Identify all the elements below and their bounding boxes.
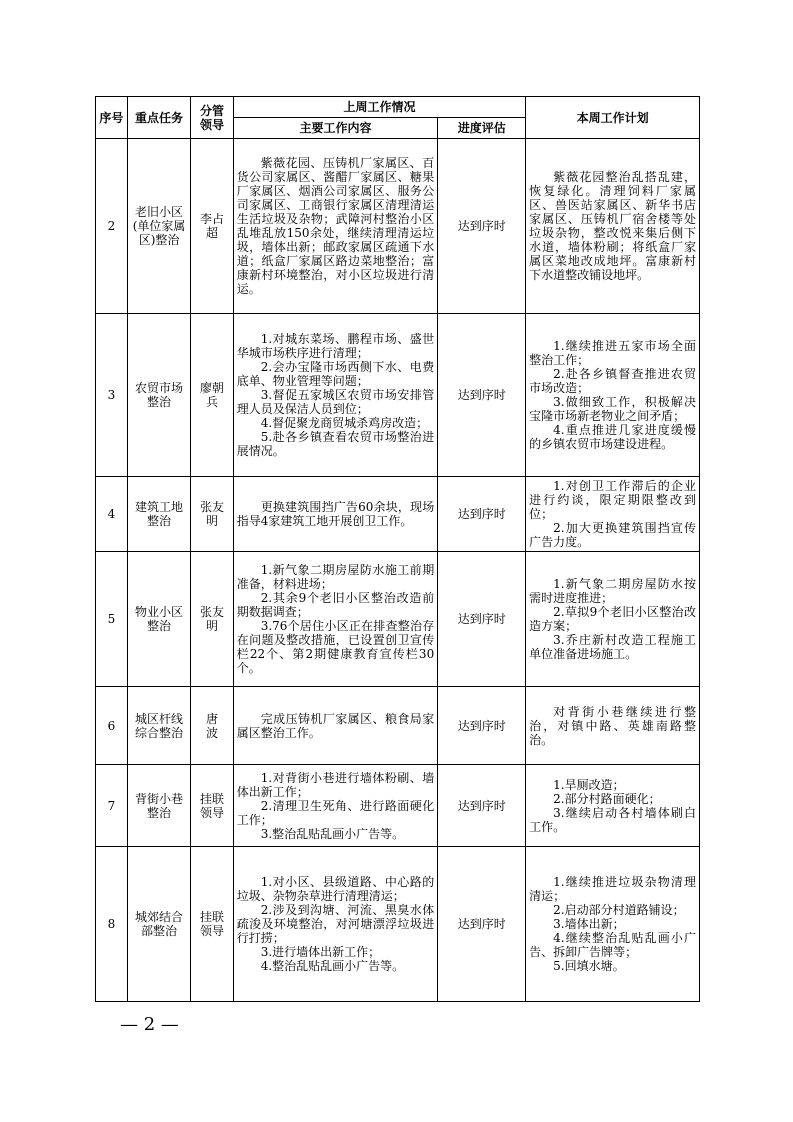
cell-plan: [526, 687, 700, 765]
cell-seq: 7: [96, 765, 128, 847]
content-line: 3.进行墙体出新工作；: [260, 945, 381, 959]
plan-line: 3.继续启动各村墙体刷白工作。: [529, 805, 696, 834]
content-line: 3.整治乱贴乱画小广告等。: [260, 826, 405, 841]
cell-seq: 6: [96, 687, 128, 765]
cell-task: 建筑工地整治: [127, 477, 191, 552]
cell-leader: 廖朝兵: [191, 314, 233, 477]
cell-task: 背街小巷整治: [127, 765, 191, 847]
cell-main-content: [233, 552, 438, 687]
table-row: [96, 552, 700, 687]
table-row: [96, 139, 700, 314]
content-line: 完成压铸机厂家属区、粮食局家属区整治工作。: [236, 711, 435, 740]
header-seq: 序号: [96, 97, 128, 139]
cell-plan: [526, 477, 700, 552]
cell-leader: 挂联领导: [191, 765, 233, 847]
cell-plan: [526, 847, 700, 1002]
table-row: [96, 314, 700, 477]
plan-line: 1.新气象二期房屋防水按需时进度推进；: [529, 577, 696, 605]
cell-plan: [526, 314, 700, 477]
cell-leader: 唐 波: [191, 687, 233, 765]
content-line: 2.会办宝隆市场西侧下水、电费底单、物业管理等问题；: [236, 360, 435, 388]
plan-line: 2.草拟9个老旧小区整治改造方案；: [529, 605, 696, 633]
header-leader: 分管领导: [191, 97, 233, 139]
cell-seq: 5: [96, 552, 128, 687]
table-row: [96, 477, 700, 552]
cell-progress: 达到序时: [438, 847, 526, 1002]
header-task: 重点任务: [127, 97, 191, 139]
plan-line: 1.继续推进垃圾杂物清理清运；: [529, 875, 696, 903]
cell-plan: [526, 552, 700, 687]
content-line: 2.清理卫生死角、进行路面硬化工作；: [236, 798, 435, 827]
header-last-week: 上周工作情况: [233, 97, 525, 118]
content-line: 2.涉及到沟塘、河流、黑臭水体疏浚及环境整治，对河塘漂浮垃圾进行打捞；: [236, 903, 435, 945]
plan-line: 1.对创卫工作滞后的企业进行约谈，限定期限整改到位；: [529, 479, 696, 521]
cell-seq: 3: [96, 314, 128, 477]
cell-plan: [526, 765, 700, 847]
cell-seq: 4: [96, 477, 128, 552]
plan-line: 2.加大更换建筑围挡宣传广告力度。: [529, 521, 696, 549]
cell-progress: 达到序时: [438, 552, 526, 687]
cell-progress: 达到序时: [438, 687, 526, 765]
content-line: 更换建筑围挡广告60余块，现场指导4家建筑工地开展创卫工作。: [236, 500, 435, 528]
cell-leader: 李占超: [191, 139, 233, 314]
cell-progress: 达到序时: [438, 477, 526, 552]
plan-line: 2.部分村路面硬化；: [553, 791, 661, 806]
plan-line: 3.乔庄新村改造工程施工单位准备进场施工。: [529, 633, 696, 661]
cell-seq: 8: [96, 847, 128, 1002]
content-line: 4.整治乱贴乱画小广告等。: [260, 959, 405, 973]
cell-main-content: [233, 847, 438, 1002]
content-line: 1.对背街小巷进行墙体粉刷、墙体出新工作；: [236, 770, 435, 799]
content-line: 4.督促聚龙商贸城杀鸡房改造；: [260, 416, 429, 430]
header-row-top: [96, 97, 700, 118]
header-progress: 进度评估: [438, 118, 526, 139]
cell-main-content: [233, 765, 438, 847]
page-number: — 2 —: [120, 1014, 179, 1035]
table-row: [96, 847, 700, 1002]
content-line: 1.对城东菜场、鹏程市场、盛世华城市场秩序进行清理；: [236, 332, 435, 360]
content-line: 3.督促五家城区农贸市场安排管理人员及保洁人员到位；: [236, 388, 435, 416]
cell-progress: 达到序时: [438, 314, 526, 477]
content-line: 5.赴各乡镇查看农贸市场整治进展情况。: [236, 430, 435, 458]
cell-task: 物业小区整治: [127, 552, 191, 687]
cell-plan: [526, 139, 700, 314]
table-row: [96, 687, 700, 765]
cell-task: 老旧小区(单位家属区)整治: [127, 139, 191, 314]
plan-line: 3.做细致工作，积极解决宝隆市场新老物业之间矛盾；: [529, 395, 696, 423]
plan-line: 1.继续推进五家市场全面整治工作；: [529, 339, 696, 367]
cell-seq: 2: [96, 139, 128, 314]
content-line: 紫薇花园、压铸机厂家属区、百货公司家属区、酱醋厂家属区、糖果厂家属区、烟酒公司家属区、服务公司家属区、工商银行家属区清理清运生活垃圾及杂物；武障河村整治小区乱堆乱放150余处，继续清理清运垃圾，墙体出新；邮政家属区疏通下水道；纸盒厂家属区路边菜地整治；富康新村环境整治，对小区垃圾进行清运。: [236, 156, 435, 296]
plan-line: 对背街小巷继续进行整治，对镇中路、英雄南路整治。: [529, 704, 696, 747]
content-line: 3.76个居住小区正在排查整治存在问题及整改措施，已设置创卫宣传栏22个、第2期健康教育宣传栏30个。: [236, 619, 435, 675]
cell-main-content: [233, 314, 438, 477]
cell-leader: 张友明: [191, 477, 233, 552]
plan-line: 1.旱厕改造；: [553, 777, 625, 792]
header-this-week: 本周工作计划: [526, 97, 700, 139]
cell-main-content: [233, 477, 438, 552]
cell-task: 农贸市场整治: [127, 314, 191, 477]
cell-leader: 张友明: [191, 552, 233, 687]
cell-main-content: [233, 139, 438, 314]
plan-line: 紫薇花园整治乱搭乱建，恢复绿化。清理饲料厂家属区、兽医站家属区、新华书店家属区、压铸机厂宿舍楼等处垃圾杂物，整改悦来集后侧下水道，墙体粉刷；将纸盒厂家属区菜地改成地坪。富康新村下水道整改铺设地坪。: [529, 170, 696, 282]
plan-line: 4.继续整治乱贴乱画小广告、拆卸广告牌等；: [529, 931, 696, 959]
table-row: [96, 765, 700, 847]
cell-progress: 达到序时: [438, 765, 526, 847]
cell-main-content: [233, 687, 438, 765]
plan-line: 2.赴各乡镇督查推进农贸市场改造；: [529, 367, 696, 395]
content-line: 1.对小区、县级道路、中心路的垃圾、杂物杂草进行清理清运；: [236, 875, 435, 903]
plan-line: 3.墙体出新；: [553, 917, 625, 931]
cell-progress: 达到序时: [438, 139, 526, 314]
content-line: 2.其余9个老旧小区整治改造前期数据调查；: [236, 591, 435, 619]
work-report-table: [95, 96, 700, 1002]
content-line: 1.新气象二期房屋防水施工前期准备，材料进场；: [236, 563, 435, 591]
cell-task: 城区杆线综合整治: [127, 687, 191, 765]
cell-leader: 挂联领导: [191, 847, 233, 1002]
header-main-content: 主要工作内容: [233, 118, 438, 139]
plan-line: 4.重点推进几家进度缓慢的乡镇农贸市场建设进程。: [529, 423, 696, 451]
plan-line: 2.启动部分村道路铺设；: [553, 903, 685, 917]
plan-line: 5.回填水塘。: [553, 959, 625, 973]
cell-task: 城郊结合部整治: [127, 847, 191, 1002]
